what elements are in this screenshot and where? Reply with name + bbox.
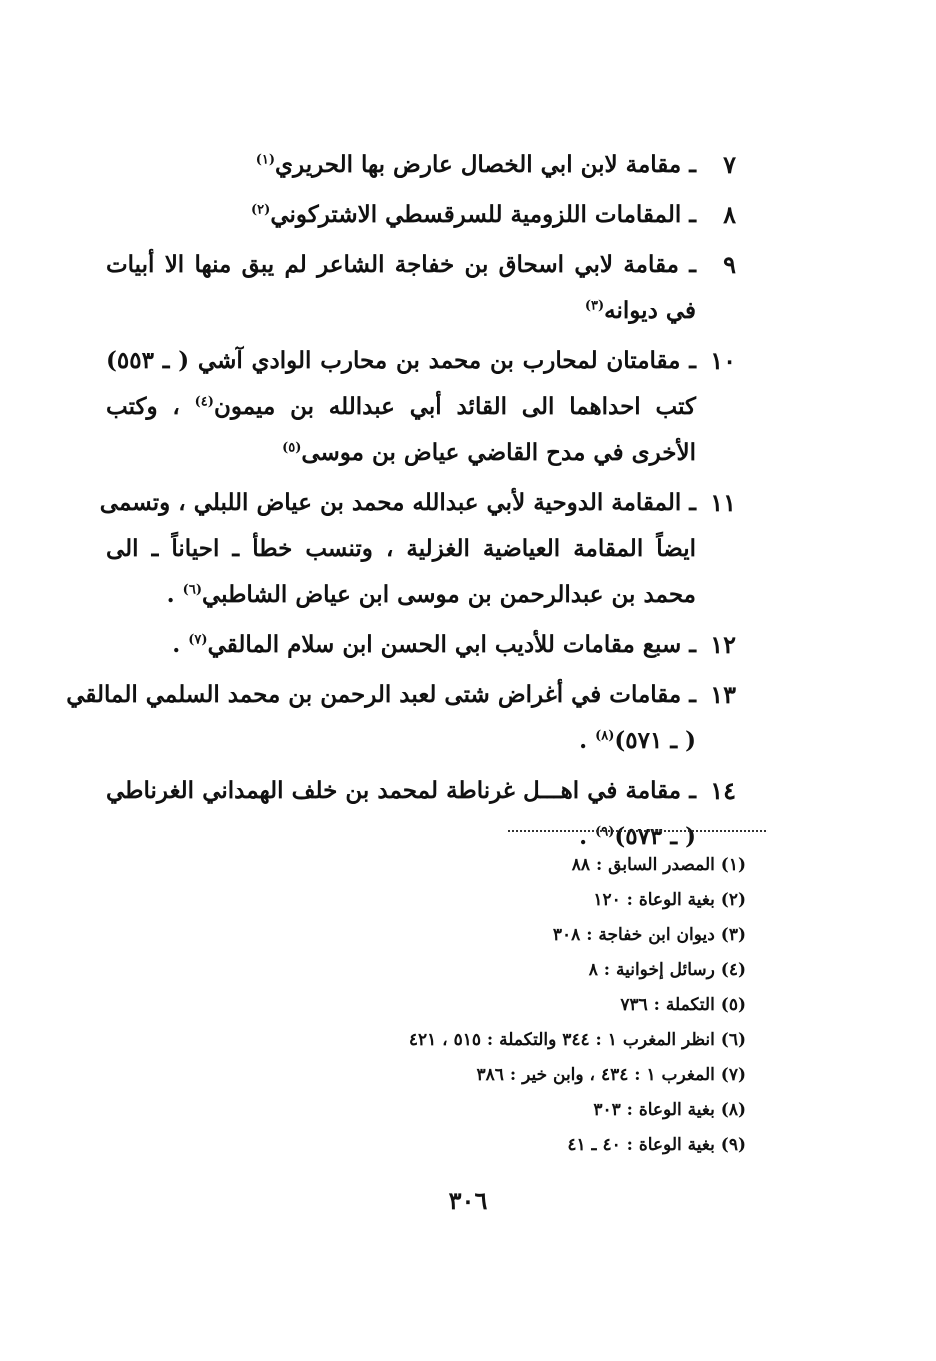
list-entry	[106, 242, 736, 334]
entry-number: ٩	[723, 250, 736, 279]
footnote-ref: (٣)	[584, 298, 605, 314]
footnote: (٧) المغرب ١ : ٤٣٤ ، وابن خير : ٣٨٦	[476, 1065, 746, 1085]
entry-number: ١٤	[710, 776, 736, 805]
entry-line: محمد بن عبدالرحمن بن موسى ابن عياض الشاطبي$^{(٦)}$ .	[166, 581, 696, 608]
footnotes	[126, 848, 746, 1163]
footnote-ref: (٩)	[595, 824, 615, 840]
maqamat-list	[66, 142, 736, 864]
list-entry	[106, 768, 736, 860]
footnote: (٦) انظر المغرب ١ : ٣٤٤ والتكملة : ٥١٥ ، ٤٢١	[408, 1030, 746, 1050]
list-entry	[106, 338, 736, 476]
entry-number: ١٢	[710, 630, 736, 659]
footnote-ref: (٦)	[182, 582, 202, 598]
footnote: (٤) رسائل إخوانية : ٨	[588, 960, 746, 980]
footnote-ref: (١)	[255, 152, 275, 168]
footnote: (٢) بغية الوعاة : ١٢٠	[593, 890, 746, 910]
footnote-separator	[508, 830, 766, 832]
entry-number: ١١	[710, 488, 736, 517]
footnote: (٩) بغية الوعاة : ٤٠ ـ ٤١	[567, 1135, 746, 1155]
entry-line: كتب احداهما الى القائد أبي عبدالله بن ميمون$^{(٤)}$ ، وكتب	[106, 393, 696, 420]
list-entry	[99, 480, 736, 618]
entry-line: الأخرى في مدح القاضي عياض بن موسى$^{(٥)}$	[282, 439, 696, 466]
entry-line: ايضاً المقامة العياضية الغزلية ، وتنسب خطأ ـ احياناً ـ الى	[106, 535, 696, 562]
entry-line: ( ـ ٥٧١)$^{(٨)}$ .	[579, 727, 696, 754]
entry-line: ـ مقامة لابن ابي الخصال عارض بها الحريري$^{(١)}$	[255, 151, 696, 178]
entry-number: ١٠	[710, 346, 736, 375]
list-entry	[106, 192, 736, 238]
footnote: (١) المصدر السابق : ٨٨	[571, 855, 746, 875]
entry-line: ـ مقامة لابي اسحاق بن خفاجة الشاعر لم يبق منها الا أبيات	[106, 251, 696, 278]
list-entry	[106, 142, 736, 188]
entry-line: ـ المقامة الدوحية لأبي عبدالله محمد بن عياض اللبلي ، وتسمى	[99, 489, 696, 516]
entry-line: ـ مقامة في اهـــل غرناطة لمحمد بن خلف الهمداني الغرناطي	[106, 777, 696, 804]
entry-line: ـ مقامات في أغراض شتى لعبد الرحمن بن محمد السلمي المالقي	[66, 681, 696, 708]
entry-line: ـ سبع مقامات للأديب ابي الحسن ابن سلام المالقي$^{(٧)}$ .	[172, 631, 696, 658]
footnote: (٣) ديوان ابن خفاجة : ٣٠٨	[552, 925, 746, 945]
footnote-ref: (٨)	[595, 728, 615, 744]
page-number: ٣٠٦	[448, 1186, 488, 1215]
entry-line: ـ مقامتان لمحارب بن محمد بن محارب الوادي آشي ( ـ ٥٥٣)	[106, 347, 696, 374]
entry-number: ١٣	[710, 680, 736, 709]
entry-line: ـ المقامات اللزومية للسرقسطي الاشتركوني$^{(٢)}$	[251, 201, 696, 228]
entry-number: ٧	[723, 150, 736, 179]
footnote: (٨) بغية الوعاة : ٣٠٣	[593, 1100, 746, 1120]
list-entry	[106, 622, 736, 668]
footnote: (٥) التكملة : ٧٣٦	[620, 995, 746, 1015]
footnote-ref: (٢)	[251, 202, 271, 218]
entry-number: ٨	[723, 200, 736, 229]
list-entry	[66, 672, 736, 764]
footnote-ref: (٤)	[194, 394, 214, 410]
entry-line: ( ـ ٥٧٣)$^{(٩)}$ .	[579, 823, 696, 850]
footnote-ref: (٧)	[188, 632, 208, 648]
footnote-ref: (٥)	[282, 440, 302, 456]
entry-line: في ديوانه$^{(٣)}$	[584, 297, 696, 324]
